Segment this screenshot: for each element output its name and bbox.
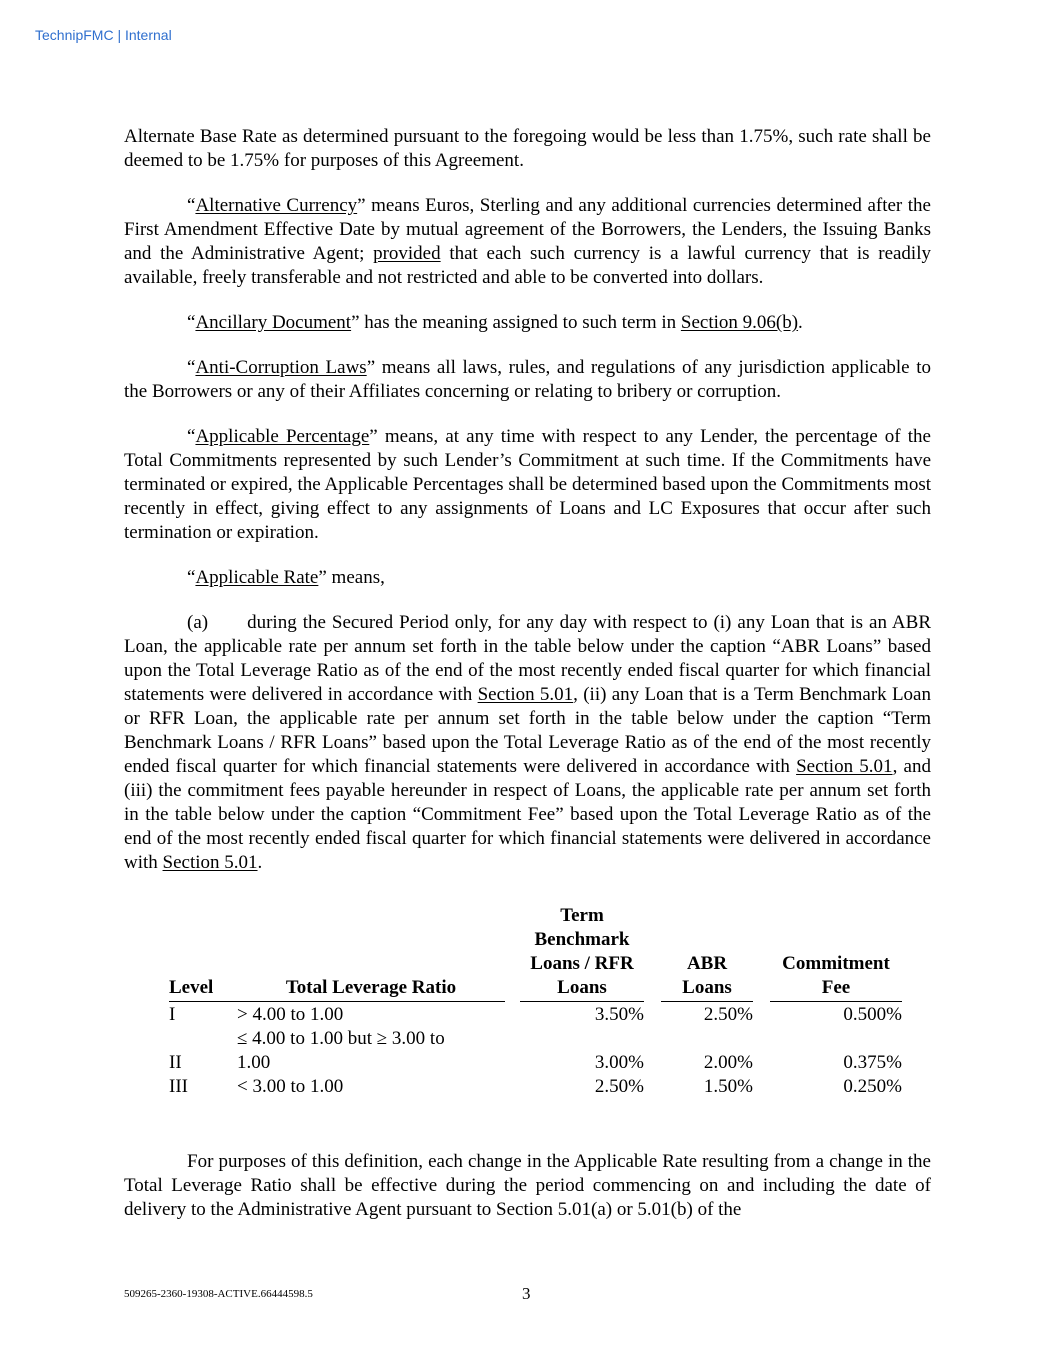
definition-text: ” means Euros, Sterling and any additional currencies determined after the First Amendment Effective Date by mutual agreement of the Borrowers, the Lenders, the Issuing Banks and the Administrative Agent; [124, 195, 931, 264]
cell-level: II [169, 1052, 182, 1073]
definition-text: ” means all laws, rules, and regulations of any jurisdiction applicable to the Borrowers or any of their Affiliates concerning or relating to bribery or corruption. [124, 357, 931, 402]
ratio-line-2: 1.00 [237, 1052, 271, 1073]
definition-text: ” means, [318, 567, 385, 588]
definition-alternative-currency [124, 194, 931, 290]
clause-text: , (ii) any Loan that is a Term Benchmark Loan or RFR Loan, the applicable rate per annum set forth in the table below under the caption “Term Benchmark Loans / RFR Loans” based upon the Total Leverage Ratio as of the end of the most recently ended fiscal quarter for which financial statements were delivered in accordance with [124, 684, 931, 777]
defined-term: Applicable Rate [195, 567, 319, 588]
header-commitment-fee: Commitment Fee [770, 904, 902, 1003]
open-quote: “ [187, 312, 196, 333]
definition-applicable-percentage [124, 425, 931, 545]
open-quote: “ [187, 426, 196, 447]
defined-term: Alternative Currency [195, 195, 358, 216]
definition-text: ” has the meaning assigned to such term in [351, 312, 681, 333]
defined-term: Applicable Percentage [195, 426, 370, 447]
header-level: Level [169, 904, 237, 1003]
header-term-benchmark-loans: Term Benchmark Loans / RFR Loans [520, 904, 644, 1003]
cell-abr-rate: 2.50% [703, 1004, 753, 1025]
paragraph-base-rate-floor: Alternate Base Rate as determined pursuant to the foregoing would be less than 1.75%, such rate shall be deemed to be 1.75% for purposes of this Agreement. [124, 126, 931, 171]
clause-a [124, 611, 931, 875]
document-body [124, 125, 931, 1243]
proviso-term: provided [373, 243, 441, 264]
cell-commitment-fee: 0.250% [843, 1076, 902, 1097]
section-reference: Section 5.01 [162, 852, 258, 873]
classification-label: TechnipFMC | Internal [35, 27, 172, 43]
open-quote: “ [187, 195, 196, 216]
definition-applicable-rate [124, 566, 931, 590]
header-abr-loans: ABR Loans [661, 904, 753, 1003]
definition-text: that each such currency is a lawful currency that is readily available, freely transferable and not restricted and able to be converted into dollars. [124, 243, 931, 288]
cell-term-rate: 3.50% [594, 1004, 644, 1025]
cell-commitment-fee: 0.500% [843, 1004, 902, 1025]
cell-ratio: > 4.00 to 1.00 [237, 1004, 344, 1025]
cell-term-rate: 3.00% [594, 1052, 644, 1073]
definition-text: . [798, 312, 803, 333]
clause-label: (a) [187, 612, 209, 633]
ratio-line-1: ≤ 4.00 to 1.00 but ≥ 3.00 to [237, 1028, 445, 1049]
clause-text: . [257, 852, 263, 873]
table-row [169, 1003, 902, 1027]
section-reference: Section 5.01 [796, 756, 893, 777]
cell-term-rate: 2.50% [594, 1076, 644, 1097]
table-row [169, 1075, 902, 1099]
table-header-row [169, 904, 902, 1003]
definition-ancillary-document [124, 311, 931, 335]
header-total-leverage-ratio: Total Leverage Ratio [237, 904, 505, 1003]
applicable-rate-table [169, 904, 902, 1099]
cell-ratio: < 3.00 to 1.00 [237, 1076, 344, 1097]
defined-term: Anti-Corruption Laws [195, 357, 367, 378]
cell-ratio [237, 1027, 505, 1075]
section-reference: Section 9.06(b) [680, 312, 799, 333]
cell-commitment-fee: 0.375% [843, 1052, 902, 1073]
definition-text: ” means, at any time with respect to any Lender, the percentage of the Total Commitments represented by such Lender’s Commitment at such time. If the Commitments have terminated or expired, the Applicable Percentages shall be determined based upon the Commitments most recently in effect, giving effect to any assignments of Loans and LC Exposures that occur after such termination or expiration. [124, 426, 931, 543]
table-row [169, 1027, 902, 1075]
defined-term: Ancillary Document [195, 312, 352, 333]
definition-anti-corruption-laws [124, 356, 931, 404]
open-quote: “ [187, 567, 196, 588]
open-quote: “ [187, 357, 196, 378]
page-number: 3 [522, 1284, 531, 1303]
paragraph-rate-change-effective: For purposes of this definition, each change in the Applicable Rate resulting from a change in the Total Leverage Ratio shall be effective during the period commencing on and including the date of delivery to the Administrative Agent pursuant to Section 5.01(a) or 5.01(b) of the [124, 1151, 931, 1220]
cell-level: I [169, 1004, 176, 1025]
document-id: 509265-2360-19308-ACTIVE.66444598.5 [124, 1288, 313, 1300]
section-reference: Section 5.01 [477, 684, 574, 705]
clause-text: , and (iii) the commitment fees payable hereunder in respect of Loans, the applicable rate per annum set forth in the table below under the caption “Commitment Fee” based upon the Total Leverage Ratio as of the end of the most recently ended fiscal quarter for which financial statements were delivered in accordance with [124, 756, 931, 873]
clause-text: during the Secured Period only, for any day with respect to (i) any Loan that is an ABR Loan, the applicable rate per annum set forth in the table below under the caption “ABR Loans” based upon the Total Leverage Ratio as of the end of the most recently ended fiscal quarter for which financial statements were delivered in accordance with [124, 612, 931, 705]
cell-level: III [169, 1076, 188, 1097]
cell-abr-rate: 1.50% [703, 1076, 753, 1097]
cell-abr-rate: 2.00% [703, 1052, 753, 1073]
